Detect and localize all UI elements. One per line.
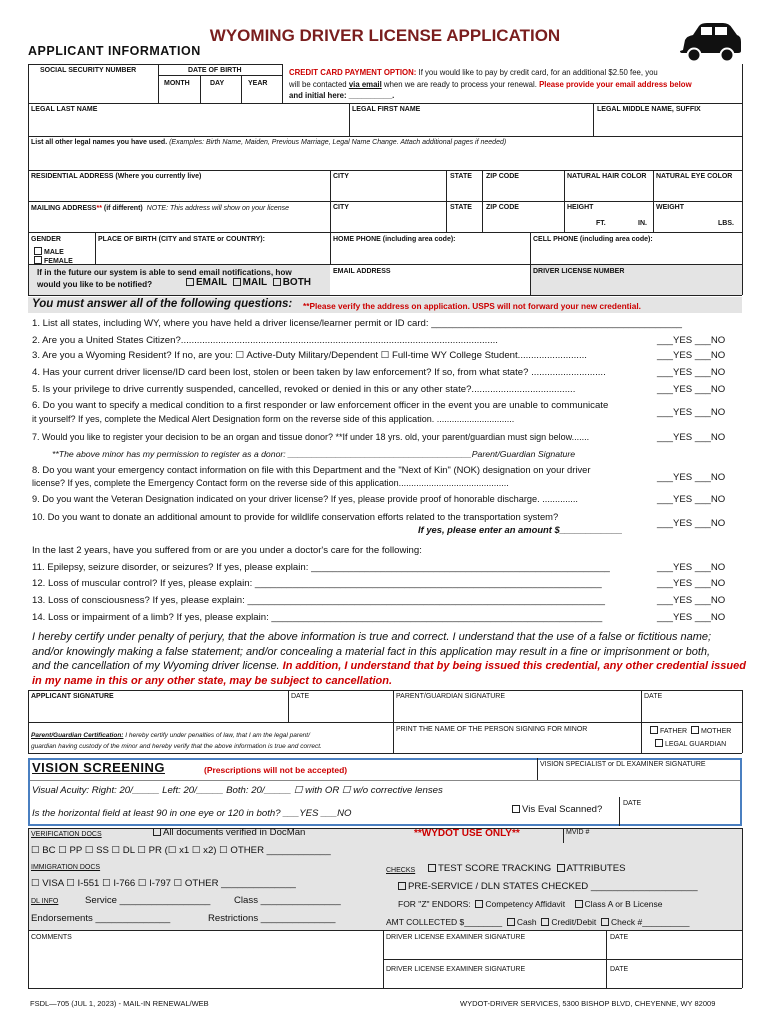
print-name-label: PRINT THE NAME OF THE PERSON SIGNING FOR MINOR <box>396 726 588 733</box>
last-2-years-intro: In the last 2 years, have you suffered from or are you under a doctor's care for the following: <box>32 545 422 556</box>
answer-14[interactable]: ___YES ___NO <box>657 612 726 623</box>
applicant-signature-label: APPLICANT SIGNATURE <box>31 693 114 700</box>
middle-name-label: LEGAL MIDDLE NAME, SUFFIX <box>597 106 701 113</box>
credit-checkbox[interactable] <box>541 918 549 926</box>
answer-5[interactable]: ___YES ___NO <box>657 384 726 395</box>
answer-11[interactable]: ___YES ___NO <box>657 562 726 573</box>
weight-label: WEIGHT <box>656 204 684 211</box>
examiner-signature-2-label: DRIVER LICENSE EXAMINER SIGNATURE <box>386 966 526 973</box>
mailing-address-label: MAILING ADDRESS** (if different) NOTE: This address will show on your license <box>31 205 290 212</box>
vision-note: (Prescriptions will not be accepted) <box>204 765 348 775</box>
male-option[interactable]: MALE <box>34 247 64 257</box>
docs-checkboxes[interactable]: ☐ BC ☐ PP ☐ SS ☐ DL ☐ PR (☐ x1 ☐ x2) ☐ OTHER ____________ <box>31 845 331 856</box>
z-endorsements[interactable]: FOR "Z" ENDORS: Competency Affidavit Class A or B License <box>398 899 663 909</box>
endorsements-field[interactable]: Endorsements ______________ <box>31 913 171 924</box>
answer-8[interactable]: ___YES ___NO <box>657 472 726 483</box>
answer-9[interactable]: ___YES ___NO <box>657 494 726 505</box>
examiner-date-2-label: DATE <box>610 966 629 973</box>
mail-city-label: CITY <box>333 204 349 211</box>
ft-label: FT. <box>596 220 606 227</box>
question-10: 10. Do you want to donate an additional amount to provide for wildlife conservation efforts related to the transportation system? <box>32 511 559 522</box>
wydot-use-only: **WYDOT USE ONLY** <box>414 828 520 839</box>
question-9: 9. Do you want the Veteran Designation indicated on your driver license? If yes, please provide proof of honorable discharge. .............. <box>32 494 578 504</box>
question-2: 2. Are you a United States Citizen?....................................................................................................................... <box>32 335 498 346</box>
question-8a: 8. Do you want your emergency contact information on file with this Department and the "Next of Kin" (NOK) designation on your driver <box>32 464 591 475</box>
dl-number-label: DRIVER LICENSE NUMBER <box>533 268 625 275</box>
questions-header: You must answer all of the following questions: <box>32 298 293 310</box>
last-name-label: LEGAL LAST NAME <box>31 106 98 113</box>
immigration-docs-label: IMMIGRATION DOCS <box>31 864 101 871</box>
question-1: 1. List all states, including WY, where you have held a driver license/learner permit or ID card: _______________________________________________ <box>32 318 682 329</box>
home-phone-label: HOME PHONE (including area code): <box>333 236 456 243</box>
year-label: YEAR <box>248 80 268 87</box>
parent-date-label: DATE <box>644 693 663 700</box>
form-number: FSDL—705 (JUL 1, 2023) - MAIL-IN RENEWAL/WEB <box>30 999 209 1008</box>
verification-docs-label: VERIFICATION DOCS <box>31 831 102 838</box>
other-names-label: List all other legal names you have used. (Examples: Birth Name, Maiden, Previous Marriage, Legal Name Change. Attach additional pages if needed) <box>31 139 507 146</box>
comments-label: COMMENTS <box>31 934 72 941</box>
certification-statement: I hereby certify under penalty of perjury, that the above information is true and correct. I understand that the use of a false or fictitious name; and/or knowingly making a false statement; and/or concealing a material fact in this application may result in a fine or imprisonment or both, and the cancellation of my Wyoming driver license. In addition, I understand that by being issued this credential, any other credential issued in my name in this or any other state, may be subject to cancellation. <box>32 631 746 687</box>
answer-10[interactable]: ___YES ___NO <box>657 518 726 529</box>
height-label: HEIGHT <box>567 204 594 211</box>
all-verified-option[interactable]: All documents verified in DocMan <box>153 827 305 838</box>
female-option[interactable]: FEMALE <box>34 256 73 266</box>
dob-label: DATE OF BIRTH <box>188 67 242 74</box>
preservice-checkbox[interactable] <box>398 882 406 890</box>
email-address-label: EMAIL ADDRESS <box>333 268 391 275</box>
condition-11: 11. Epilepsy, seizure disorder, or seizures? If yes, please explain: ________________________________________________________ <box>32 562 610 573</box>
checks-label: CHECKS <box>386 867 416 874</box>
place-of-birth-label: PLACE OF BIRTH (CITY and STATE or COUNTRY): <box>98 236 265 243</box>
female-checkbox[interactable] <box>34 256 42 264</box>
condition-12: 12. Loss of muscular control? If yes, please explain: _________________________________________________________________ <box>32 578 602 589</box>
month-label: MONTH <box>164 80 190 87</box>
restrictions-field[interactable]: Restrictions ______________ <box>208 913 336 924</box>
notification-options[interactable]: EMAIL MAIL BOTH <box>186 277 311 288</box>
condition-14: 14. Loss or impairment of a limb? If yes, please explain: ______________________________________________________________ <box>32 612 603 623</box>
test-score-option[interactable]: TEST SCORE TRACKING ATTRIBUTES <box>428 863 626 874</box>
service-field[interactable]: Service _________________ <box>85 895 211 906</box>
answer-3[interactable]: ___YES ___NO <box>657 350 726 361</box>
question-6b: it yourself? If yes, complete the Medical Alert Designation form on the reverse side of this application. ............................... <box>32 414 515 424</box>
mail-zip-label: ZIP CODE <box>486 204 519 211</box>
vision-screening-header: VISION SCREENING <box>32 760 165 775</box>
question-3: 3. Are you a Wyoming Resident? If no, are you: ☐ Active-Duty Military/Dependent ☐ Full-time WY College Student.......................... <box>32 350 587 361</box>
donation-amount: If yes, please enter an amount $____________ <box>418 524 623 535</box>
father-checkbox[interactable] <box>650 726 658 734</box>
eye-color-label: NATURAL EYE COLOR <box>656 173 733 180</box>
question-4: 4. Has your current driver license/ID card been lost, stolen or been taken by law enforcement? If so, from what state? ............................ <box>32 367 606 378</box>
question-6a: 6. Do you want to specify a medical condition to a first responder or law enforcement officer in the event you are unable to communicate <box>32 400 609 411</box>
legal-guardian-option[interactable]: LEGAL GUARDIAN <box>655 739 726 749</box>
examiner-date-1-label: DATE <box>610 934 629 941</box>
in-label: IN. <box>638 220 647 227</box>
examiner-signature-1-label: DRIVER LICENSE EXAMINER SIGNATURE <box>386 934 526 941</box>
class-ab-checkbox[interactable] <box>575 900 583 908</box>
answer-4[interactable]: ___YES ___NO <box>657 367 726 378</box>
check-checkbox[interactable] <box>601 918 609 926</box>
email-checkbox[interactable] <box>186 278 194 286</box>
notification-question: If in the future our system is able to send email notifications, how would you like to be notified? <box>37 268 292 289</box>
relationship-options[interactable]: FATHER MOTHER <box>650 726 731 736</box>
preservice-option[interactable]: PRE-SERVICE / DLN STATES CHECKED ____________________ <box>398 881 698 892</box>
residential-address-label: RESIDENTIAL ADDRESS (Where you currently live) <box>31 173 202 180</box>
city-label: CITY <box>333 173 349 180</box>
ssn-label: SOCIAL SECURITY NUMBER <box>40 67 137 74</box>
amount-collected[interactable]: AMT COLLECTED $________ Cash Credit/Debit Check #__________ <box>386 917 690 927</box>
cell-phone-label: CELL PHONE (including area code): <box>533 236 653 243</box>
credit-card-option: CREDIT CARD PAYMENT OPTION: If you would like to pay by credit card, for an additional $2.50 fee, you will be contacted via email when we are ready to process your renewal. Please provide your email address below and initial here: __________. <box>289 68 692 100</box>
applicant-date-label: DATE <box>291 693 310 700</box>
class-field[interactable]: Class _______________ <box>234 895 341 906</box>
immigration-checkboxes[interactable]: ☐ VISA ☐ I-551 ☐ I-766 ☐ I-797 ☐ OTHER ______________ <box>31 878 296 889</box>
office-address: WYDOT-DRIVER SERVICES, 5300 BISHOP BLVD, CHEYENNE, WY 82009 <box>460 999 716 1008</box>
parent-certification: Parent/Guardian Certification: I hereby certify under penalties of law, that I am the legal parent/ guardian having custody of the minor and hereby verify that the above information is true and correct. <box>31 732 322 750</box>
day-label: DAY <box>210 80 225 87</box>
form-title: WYOMING DRIVER LICENSE APPLICATION <box>209 26 561 45</box>
competency-checkbox[interactable] <box>475 900 483 908</box>
vis-eval-option[interactable]: Vis Eval Scanned? <box>512 804 602 815</box>
answer-13[interactable]: ___YES ___NO <box>657 595 726 606</box>
first-name-label: LEGAL FIRST NAME <box>352 106 421 113</box>
visual-acuity[interactable]: Visual Acuity: Right: 20/_____ Left: 20/_____ Both: 20/_____ ☐ with OR ☐ w/o corrective lenses <box>32 785 443 796</box>
gender-label: GENDER <box>31 236 61 243</box>
usps-warning: **Please verify the address on application. USPS will not forward your new credential. <box>303 301 641 311</box>
zip-label: ZIP CODE <box>486 173 519 180</box>
legal-guardian-checkbox[interactable] <box>655 739 663 747</box>
cash-checkbox[interactable] <box>507 918 515 926</box>
parent-signature-label: PARENT/GUARDIAN SIGNATURE <box>396 693 506 700</box>
question-8b: license? If yes, complete the Emergency Contact form on the reverse side of this application............................................ <box>32 478 509 488</box>
car-icon <box>677 20 743 64</box>
condition-13: 13. Loss of consciousness? If yes, please explain: ___________________________________________________________________ <box>32 595 605 606</box>
mvid-label: MVID # <box>566 829 590 836</box>
horizontal-field[interactable]: Is the horizontal field at least 90 in one eye or 120 in both? ___YES ___NO <box>32 808 352 819</box>
attributes-checkbox[interactable] <box>557 864 565 872</box>
mail-checkbox[interactable] <box>233 278 241 286</box>
question-7: 7. Would you like to register your decision to be an organ and tissue donor? **If under 18 yrs. old, your parent/guardian must sign below....... <box>32 432 590 442</box>
vision-date-label: DATE <box>623 800 642 807</box>
both-checkbox[interactable] <box>273 278 281 286</box>
mother-checkbox[interactable] <box>691 726 699 734</box>
hair-color-label: NATURAL HAIR COLOR <box>567 173 647 180</box>
vision-specialist-label: VISION SPECIALIST or DL EXAMINER SIGNATURE <box>540 761 706 768</box>
answer-2[interactable]: ___YES ___NO <box>657 335 726 346</box>
lbs-label: LBS. <box>718 220 734 227</box>
dl-info-label: DL INFO <box>31 898 59 905</box>
answer-12[interactable]: ___YES ___NO <box>657 578 726 589</box>
vis-eval-checkbox[interactable] <box>512 805 520 813</box>
question-5: 5. Is your privilege to drive currently suspended, cancelled, revoked or denied in this or any other state?....................................... <box>32 384 576 395</box>
applicant-info-header: APPLICANT INFORMATION <box>28 44 201 58</box>
test-score-checkbox[interactable] <box>428 864 436 872</box>
male-checkbox[interactable] <box>34 247 42 255</box>
all-verified-checkbox[interactable] <box>153 828 161 836</box>
answer-6[interactable]: ___YES ___NO <box>657 407 726 418</box>
answer-7[interactable]: ___YES ___NO <box>657 432 726 443</box>
donor-permission: **The above minor has my permission to register as a donor: ______________________________________Parent/Guardian Signature <box>52 449 576 459</box>
mail-state-label: STATE <box>450 204 472 211</box>
state-label: STATE <box>450 173 472 180</box>
